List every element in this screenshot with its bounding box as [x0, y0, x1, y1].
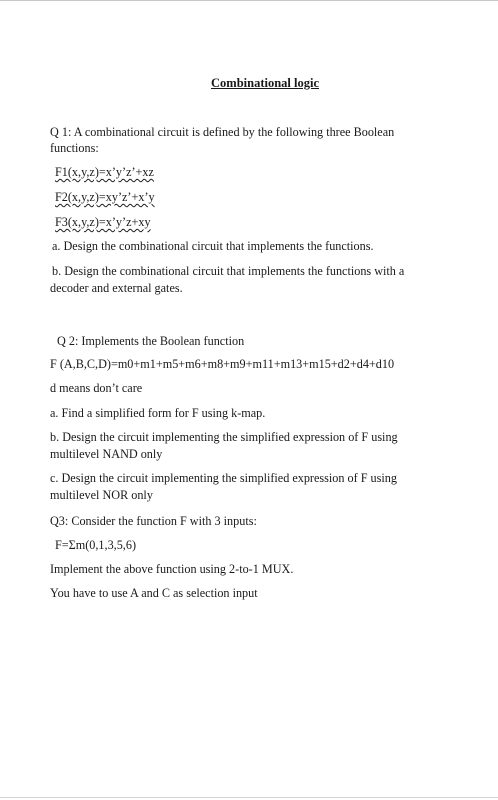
q2-dont-care-note: d means don’t care [50, 381, 143, 395]
q1-intro-line1: Q 1: A combinational circuit is defined by the following three Boolean [50, 125, 395, 139]
q1-function-f2: F2(x,y,z)=xy’z’+x’y [55, 190, 155, 204]
q3-function: F=Σm(0,1,3,5,6) [55, 538, 136, 552]
q1-function-f3: F3(x,y,z)=x’y’z+xy [55, 215, 151, 229]
q1-part-b-line2: decoder and external gates. [50, 281, 183, 295]
q2-part-b-line1: b. Design the circuit implementing the simplified expression of F using [50, 430, 398, 444]
top-border [0, 0, 498, 1]
page-title: Combinational logic [211, 76, 319, 90]
q2-part-a: a. Find a simplified form for F using k-map. [50, 406, 266, 420]
q2-part-b-line2: multilevel NAND only [50, 447, 163, 461]
q1-function-f1: F1(x,y,z)=x’y’z’+xz [55, 165, 154, 179]
q2-part-c-line1: c. Design the circuit implementing the simplified expression of F using [50, 471, 397, 485]
q1-intro-line2: functions: [50, 141, 99, 155]
q2-part-c-line2: multilevel NOR only [50, 488, 153, 502]
bottom-border [0, 797, 498, 798]
q1-part-a: a. Design the combinational circuit that implements the functions. [52, 239, 374, 253]
q3-selection-note: You have to use A and C as selection input [50, 586, 258, 600]
q2-function: F (A,B,C,D)=m0+m1+m5+m6+m8+m9+m11+m13+m15+d2+d4+d10 [50, 357, 395, 371]
q1-part-b-line1: b. Design the combinational circuit that implements the functions with a [52, 264, 405, 278]
q2-intro: Q 2: Implements the Boolean function [57, 334, 245, 348]
q3-intro: Q3: Consider the function F with 3 inputs: [50, 514, 257, 528]
q3-instruction: Implement the above function using 2-to-1 MUX. [50, 562, 294, 576]
